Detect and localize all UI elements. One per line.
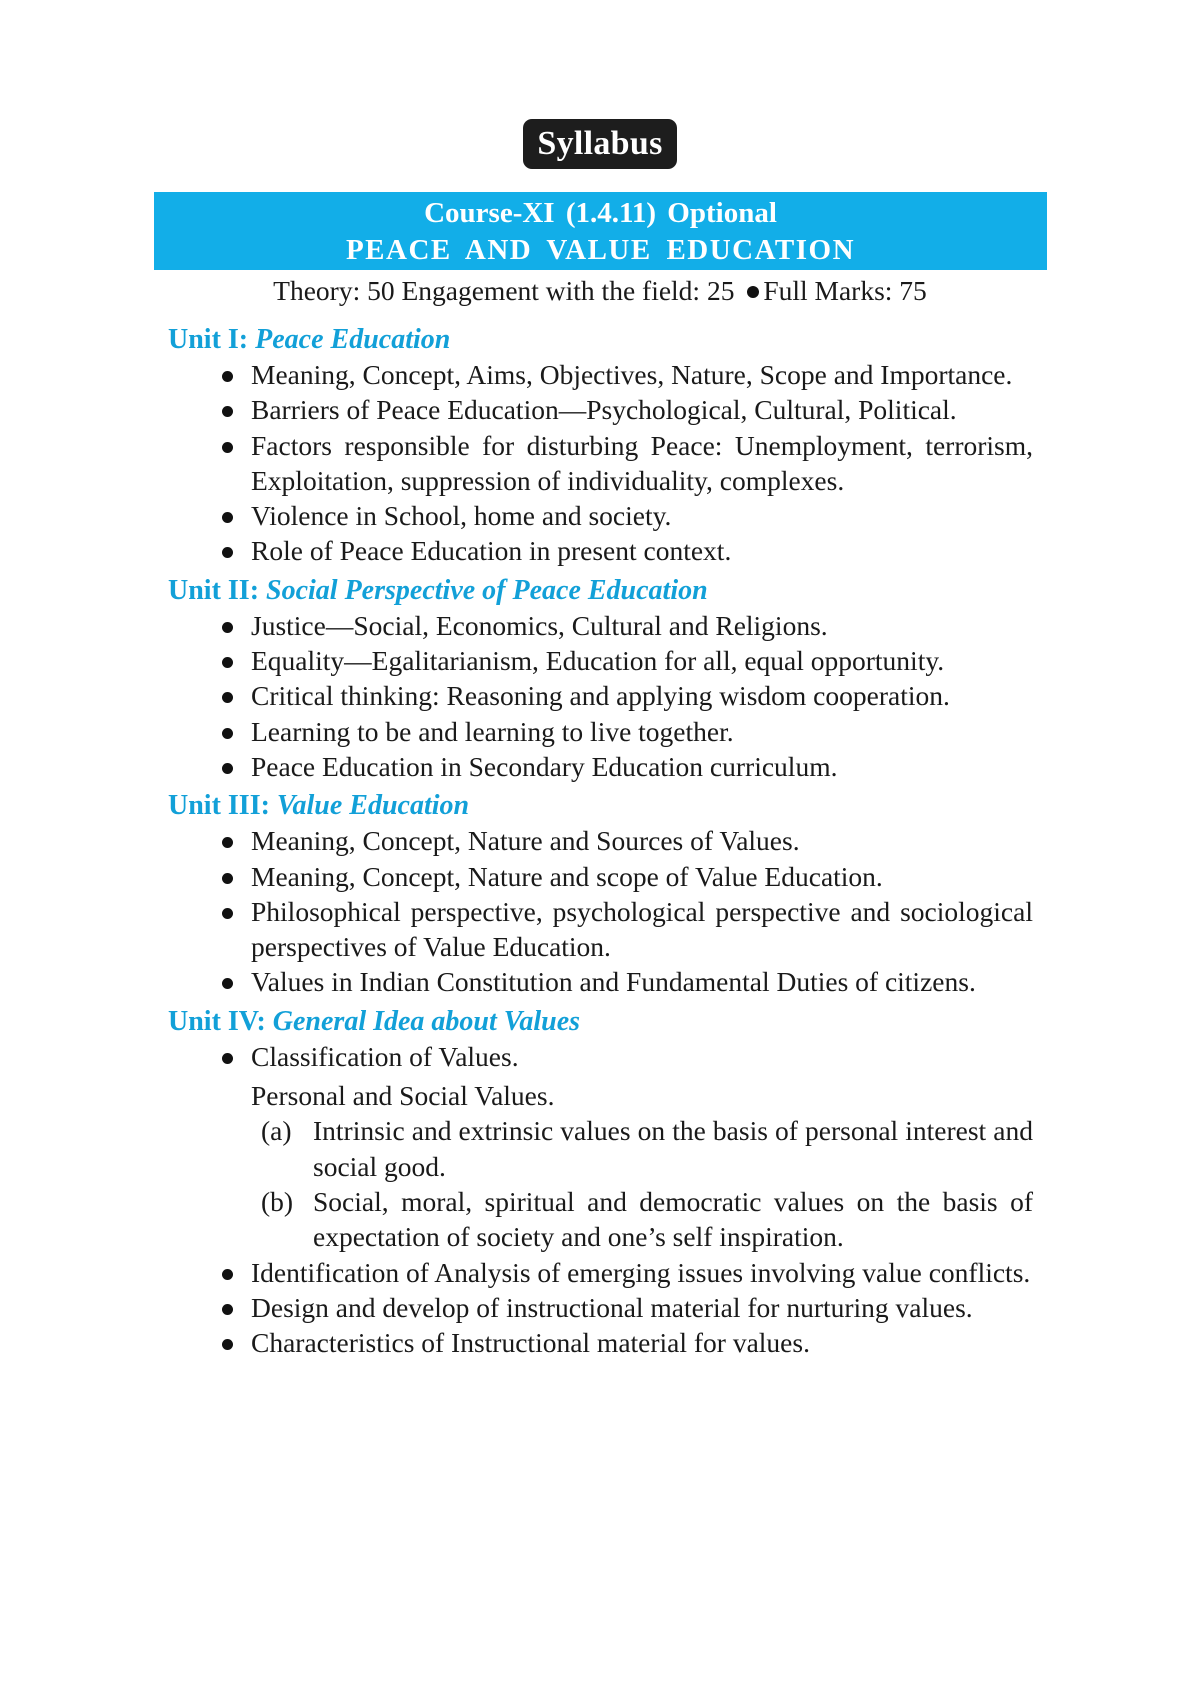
sub-item xyxy=(168,1184,1033,1255)
sub-item xyxy=(168,1113,1033,1184)
unit-title: Peace Education xyxy=(255,324,451,355)
bullet-icon xyxy=(222,873,233,884)
bullet-icon xyxy=(222,837,233,848)
unit-heading xyxy=(168,322,1033,357)
sub-heading: Personal and Social Values. xyxy=(251,1080,555,1112)
list-item-text: Equality—Egalitarianism, Education for all, equal opportunity. xyxy=(251,645,945,677)
list-item-text: Barriers of Peace Education—Psychological, Cultural, Political. xyxy=(251,394,957,426)
syllabus-content xyxy=(168,322,1033,1364)
course-banner xyxy=(154,192,1047,270)
bullet-icon xyxy=(222,1269,233,1280)
unit-item-list xyxy=(168,608,1033,784)
bullet-icon xyxy=(222,728,233,739)
list-item xyxy=(168,392,1033,427)
unit-heading xyxy=(168,573,1033,608)
list-item-text: Violence in School, home and society. xyxy=(251,500,672,532)
list-item-text: Justice—Social, Economics, Cultural and Religions. xyxy=(251,609,828,641)
list-item-text: Identification of Analysis of emerging issues involving value conflicts. xyxy=(251,1256,1031,1288)
full-marks: Full Marks: 75 xyxy=(763,275,927,306)
unit-item-list xyxy=(168,1255,1033,1361)
bullet-icon xyxy=(747,286,759,298)
list-item-text: Philosophical perspective, psychological perspective and sociological perspectives of Value Education. xyxy=(251,895,1033,963)
list-item-text: Meaning, Concept, Aims, Objectives, Nature, Scope and Importance. xyxy=(251,359,1013,390)
list-item xyxy=(168,859,1033,894)
list-item xyxy=(168,964,1033,999)
list-item-text: Design and develop of instructional material for nurturing values. xyxy=(251,1291,973,1323)
list-item-text: Peace Education in Secondary Education curriculum. xyxy=(251,750,838,782)
sub-item-text: Intrinsic and extrinsic values on the basis of personal interest and social good. xyxy=(313,1115,1033,1182)
sub-item-text: Social, moral, spiritual and democratic values on the basis of expectation of society and one’s self inspiration. xyxy=(313,1185,1033,1253)
marks-line xyxy=(0,271,1200,311)
sub-item-marker: (b) xyxy=(261,1185,294,1217)
bullet-icon xyxy=(222,763,233,774)
list-item-text: Characteristics of Instructional material for values. xyxy=(251,1327,810,1359)
course-title: PEACE AND VALUE EDUCATION xyxy=(345,234,856,266)
unit-title: General Idea about Values xyxy=(272,1005,581,1037)
unit-item-list xyxy=(168,357,1033,569)
list-item-text: Meaning, Concept, Nature and scope of Value Education. xyxy=(251,860,883,892)
list-item xyxy=(168,1290,1033,1325)
list-item xyxy=(168,1325,1033,1360)
bullet-icon xyxy=(222,692,233,703)
list-item xyxy=(168,1039,1033,1074)
list-item xyxy=(168,894,1033,965)
syllabus-badge: Syllabus xyxy=(523,119,676,169)
unit-item-list xyxy=(168,823,1033,999)
list-item xyxy=(168,678,1033,713)
list-item xyxy=(168,357,1033,392)
list-item-text: Role of Peace Education in present context. xyxy=(251,535,732,567)
bullet-icon xyxy=(222,512,233,523)
list-item xyxy=(168,714,1033,749)
unit-item-list xyxy=(168,1039,1033,1074)
list-item xyxy=(168,498,1033,533)
bullet-icon xyxy=(222,547,233,558)
list-item xyxy=(168,749,1033,784)
list-item-text: Meaning, Concept, Nature and Sources of Values. xyxy=(251,825,800,857)
list-item-text: Factors responsible for disturbing Peace: Unemployment, terrorism, Exploitation, suppression of individuality, complexes. xyxy=(251,429,1033,496)
list-item-text: Critical thinking: Reasoning and applying wisdom cooperation. xyxy=(251,680,950,712)
unit-heading xyxy=(168,788,1033,823)
unit-label: Unit I: xyxy=(168,324,249,355)
bullet-icon xyxy=(222,406,233,417)
course-code: Course-XI (1.4.11) Optional xyxy=(424,197,777,229)
list-item xyxy=(168,823,1033,858)
badge-container xyxy=(0,119,1200,169)
unit-label: Unit II: xyxy=(168,574,260,606)
unit-heading xyxy=(168,1004,1033,1039)
unit-title: Value Education xyxy=(276,790,470,822)
unit-label: Unit III: xyxy=(168,790,270,822)
sub-item-marker: (a) xyxy=(261,1115,292,1147)
bullet-icon xyxy=(222,1339,233,1350)
list-item-text: Learning to be and learning to live together. xyxy=(251,715,734,747)
theory-marks: Theory: 50 Engagement with the field: 25 xyxy=(273,275,735,306)
list-item xyxy=(168,643,1033,678)
bullet-icon xyxy=(222,978,233,989)
bullet-icon xyxy=(222,1053,233,1064)
list-item xyxy=(168,608,1033,643)
bullet-icon xyxy=(222,1304,233,1315)
list-item xyxy=(168,533,1033,568)
unit-title: Social Perspective of Peace Education xyxy=(266,574,708,606)
list-item-text: Classification of Values. xyxy=(251,1040,519,1072)
bullet-icon xyxy=(222,908,233,919)
bullet-icon xyxy=(222,442,233,453)
list-item xyxy=(168,1255,1033,1290)
list-item xyxy=(168,428,1033,499)
bullet-icon xyxy=(222,622,233,633)
list-item-text: Values in Indian Constitution and Fundamental Duties of citizens. xyxy=(251,966,976,998)
bullet-icon xyxy=(222,371,233,382)
bullet-icon xyxy=(222,657,233,668)
unit-label: Unit IV: xyxy=(168,1005,266,1037)
